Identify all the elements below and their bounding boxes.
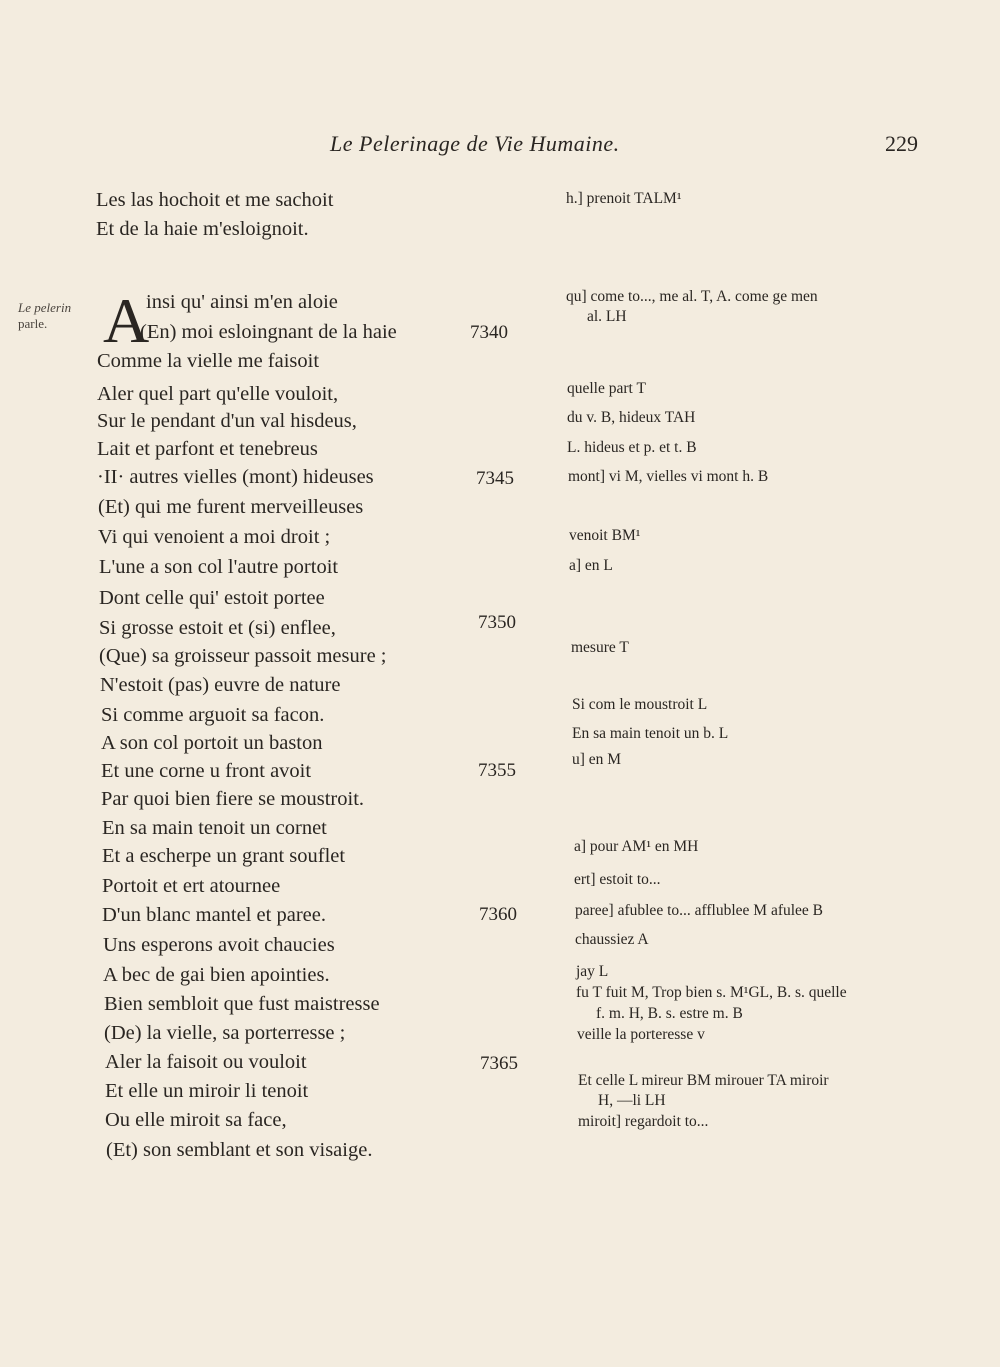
verse-line: Sur le pendant d'un val hisdeus, bbox=[97, 410, 357, 432]
verse-line: Lait et parfont et tenebreus bbox=[97, 438, 318, 460]
page-number: 229 bbox=[885, 131, 918, 156]
variant-reading: u] en M bbox=[572, 751, 622, 768]
variant-reading: a] pour AM¹ en MH bbox=[574, 838, 699, 855]
variant-reading: miroit] regardoit to... bbox=[578, 1113, 709, 1130]
verse-line: Les las hochoit et me sachoit bbox=[96, 189, 334, 211]
verse-line: (Et) qui me furent merveilleuses bbox=[98, 496, 364, 518]
drop-cap: A bbox=[103, 285, 150, 356]
verse-line: Et elle un miroir li tenoit bbox=[105, 1080, 309, 1102]
variant-reading: h.] prenoit TALM¹ bbox=[566, 190, 682, 207]
verse-line: A bec de gai bien apointies. bbox=[103, 964, 330, 986]
verse-line: Portoit et ert atournee bbox=[102, 875, 281, 897]
variant-reading: veille la porteresse v bbox=[577, 1026, 705, 1043]
margin-note-line: Le pelerin bbox=[18, 300, 72, 315]
verse-line: Et une corne u front avoit bbox=[101, 760, 312, 782]
verse-line: L'une a son col l'autre portoit bbox=[99, 556, 339, 578]
verse-line: (Et) son semblant et son visaige. bbox=[106, 1139, 373, 1161]
variant-reading: H, —li LH bbox=[598, 1092, 666, 1109]
variant-reading: Et celle L mireur BM mirouer TA miroir bbox=[578, 1072, 829, 1089]
verse-line: ·II· autres vielles (mont) hideuses bbox=[97, 466, 374, 488]
verse-line: Aler la faisoit ou vouloit bbox=[105, 1051, 307, 1073]
verse-line: Aler quel part qu'elle vouloit, bbox=[97, 383, 339, 405]
verse-line: N'estoit (pas) euvre de nature bbox=[100, 674, 341, 696]
variant-reading: L. hideus et p. et t. B bbox=[567, 439, 697, 456]
verse-line: Dont celle qui' estoit portee bbox=[99, 587, 325, 609]
variant-reading: a] en L bbox=[569, 557, 613, 574]
verse-line: Si grosse estoit et (si) enflee, bbox=[99, 617, 336, 639]
verse-line: insi qu' ainsi m'en aloie bbox=[146, 291, 338, 313]
verse-line: D'un blanc mantel et paree. bbox=[102, 904, 326, 926]
variant-reading: chaussiez A bbox=[575, 931, 649, 948]
variant-reading: mesure T bbox=[571, 639, 629, 656]
verse-line: Bien sembloit que fust maistresse bbox=[104, 993, 380, 1015]
verse-line: Par quoi bien fiere se moustroit. bbox=[101, 788, 365, 810]
variant-reading: fu T fuit M, Trop bien s. M¹GL, B. s. quelle bbox=[576, 984, 847, 1001]
line-number: 7365 bbox=[480, 1053, 518, 1074]
variant-reading: En sa main tenoit un b. L bbox=[572, 725, 729, 742]
verse-line: Ou elle miroit sa face, bbox=[105, 1109, 287, 1131]
verse-line: Et a escherpe un grant souflet bbox=[102, 845, 346, 867]
variant-reading: venoit BM¹ bbox=[569, 527, 641, 544]
variant-reading: Si com le moustroit L bbox=[572, 696, 708, 713]
verse-line: Et de la haie m'esloignoit. bbox=[96, 218, 309, 240]
variant-reading: quelle part T bbox=[567, 380, 646, 397]
line-number: 7360 bbox=[479, 904, 517, 925]
verse-line: Vi qui venoient a moi droit ; bbox=[98, 526, 331, 548]
variant-reading: jay L bbox=[576, 963, 609, 980]
variant-reading: mont] vi M, vielles vi mont h. B bbox=[568, 468, 769, 485]
variant-reading: f. m. H, B. s. estre m. B bbox=[596, 1005, 743, 1022]
verse-line: Si comme arguoit sa facon. bbox=[101, 704, 325, 726]
verse-line: Comme la vielle me faisoit bbox=[97, 350, 320, 372]
verse-line: A son col portoit un baston bbox=[101, 732, 323, 754]
margin-note bbox=[18, 300, 71, 332]
line-number: 7340 bbox=[470, 322, 508, 343]
verse-line: Uns esperons avoit chaucies bbox=[103, 934, 335, 956]
margin-note-line: parle. bbox=[18, 316, 48, 331]
line-number: 7355 bbox=[478, 760, 516, 781]
verse-line: En sa main tenoit un cornet bbox=[102, 817, 327, 839]
line-number: 7345 bbox=[476, 468, 514, 489]
verse-line: (De) la vielle, sa porterresse ; bbox=[104, 1022, 346, 1044]
running-title: Le Pelerinage de Vie Humaine. bbox=[330, 131, 620, 156]
variant-reading: paree] afublee to... afflublee M afulee B bbox=[575, 902, 824, 919]
verse-line: (En) moi esloingnant de la haie bbox=[140, 321, 397, 343]
variant-reading: du v. B, hideux TAH bbox=[567, 409, 696, 426]
variant-reading: ert] estoit to... bbox=[574, 871, 661, 888]
line-number: 7350 bbox=[478, 612, 516, 633]
variant-reading: al. LH bbox=[587, 308, 627, 325]
variant-reading: qu] come to..., me al. T, A. come ge men bbox=[566, 288, 818, 305]
verse-line: (Que) sa groisseur passoit mesure ; bbox=[99, 645, 387, 667]
